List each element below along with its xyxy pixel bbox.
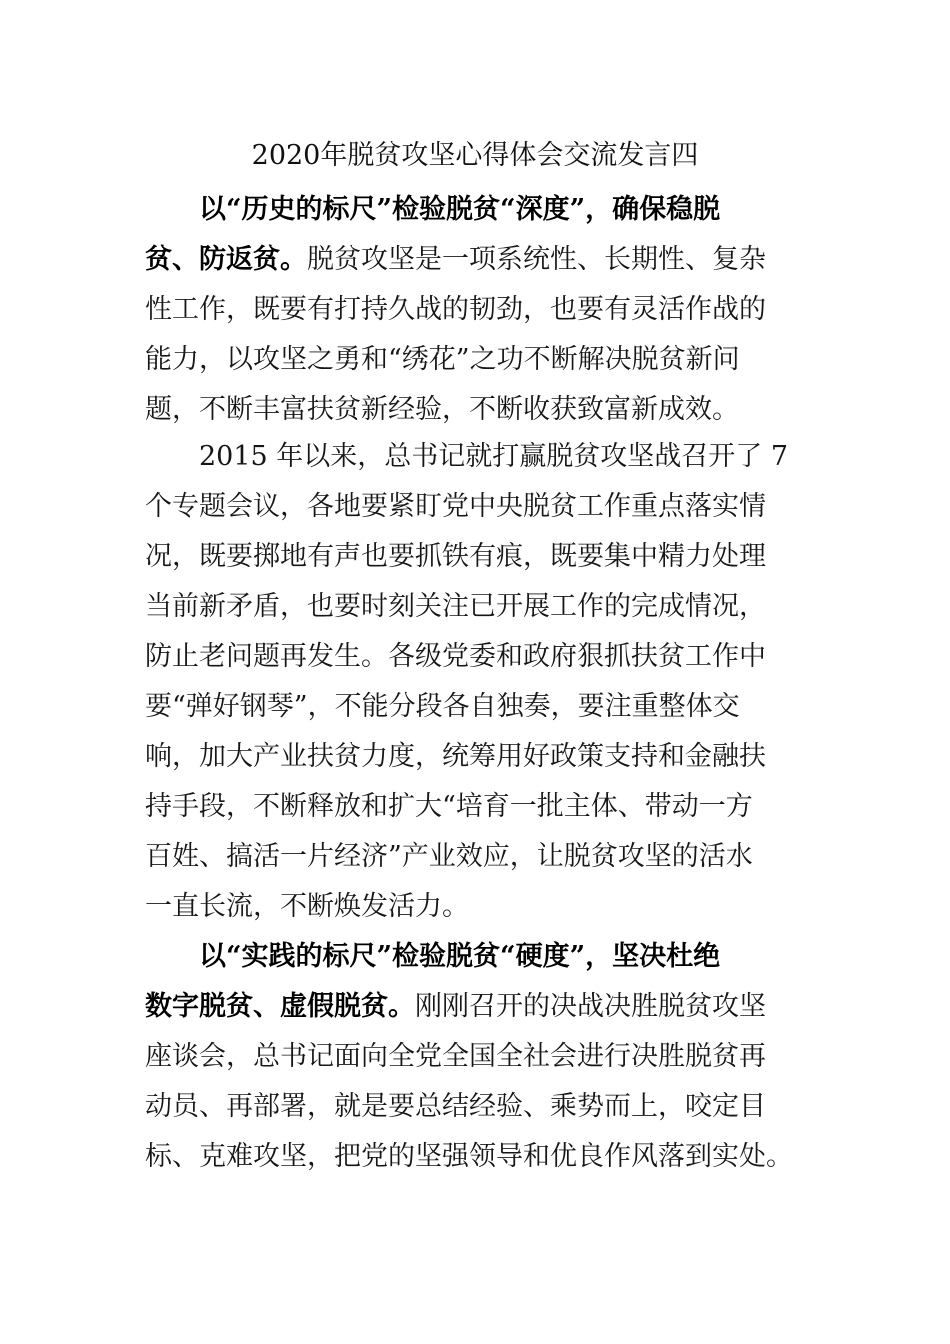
paragraph-3 [145, 932, 810, 1182]
paragraph-line [145, 982, 810, 1032]
paragraph-line [145, 932, 810, 982]
body-text: 题，不断丰富扶贫新经验，不断收获致富新成效。 [145, 394, 739, 425]
body-text: 动员、再部署，就是要总结经验、乘势而上，咬定目 [145, 1091, 766, 1122]
paragraph-line: 防止老问题再发生。各级党委和政府狠抓扶贫工作中 [145, 641, 766, 672]
paragraph-line [145, 335, 810, 385]
paragraph-line [145, 1132, 810, 1182]
paragraph-line: 2015 年以来，总书记就打赢脱贫攻坚战召开了 7 [199, 441, 789, 472]
body-text: 标、克难攻坚，把党的坚强领导和优良作风落到实处。 [145, 1141, 793, 1172]
paragraph-line: 当前新矛盾，也要时刻关注已开展工作的完成情况， [145, 591, 766, 622]
paragraph-line: 持手段，不断释放和扩大“培育一批主体、带动一方 [145, 791, 753, 822]
paragraph-line [145, 185, 810, 235]
body-text: 能力，以攻坚之勇和“绣花”之功不断解决脱贫新问 [145, 344, 740, 375]
paragraph-line [145, 235, 810, 285]
paragraph-1 [145, 185, 810, 435]
body-text: 座谈会，总书记面向全党全国全社会进行决胜脱贫再 [145, 1041, 766, 1072]
bold-heading-text: 数字脱贫、虚假脱贫。 [145, 991, 415, 1022]
document-title: 2020年脱贫攻坚心得体会交流发言四 [251, 140, 699, 171]
paragraph-line: 个专题会议，各地要紧盯党中央脱贫工作重点落实情 [145, 491, 766, 522]
paragraph-line [145, 385, 810, 435]
paragraph-line: 响，加大产业扶贫力度，统筹用好政策支持和金融扶 [145, 741, 766, 772]
paragraph-2 [145, 432, 810, 932]
paragraph-line [145, 1082, 810, 1132]
body-text: 刚刚召开的决战决胜脱贫攻坚 [415, 991, 766, 1022]
body-text: 脱贫攻坚是一项系统性、长期性、复杂 [307, 244, 766, 275]
bold-heading-text: 贫、防返贫。 [145, 244, 307, 275]
paragraph-line [145, 1032, 810, 1082]
body-text: 性工作，既要有打持久战的韧劲，也要有灵活作战的 [145, 294, 766, 325]
paragraph-line: 一直长流，不断焕发活力。 [145, 891, 469, 922]
paragraph-line [145, 285, 810, 335]
paragraph-line: 要“弹好钢琴”，不能分段各自独奏，要注重整体交 [145, 691, 740, 722]
bold-heading-text: 以“实践的标尺”检验脱贫“硬度”，坚决杜绝 [199, 941, 721, 972]
paragraph-line: 况，既要掷地有声也要抓铁有痕，既要集中精力处理 [145, 541, 766, 572]
paragraph-line: 百姓、搞活一片经济”产业效应，让脱贫攻坚的活水 [145, 841, 753, 872]
bold-heading-text: 以“历史的标尺”检验脱贫“深度”，确保稳脱 [199, 194, 721, 225]
